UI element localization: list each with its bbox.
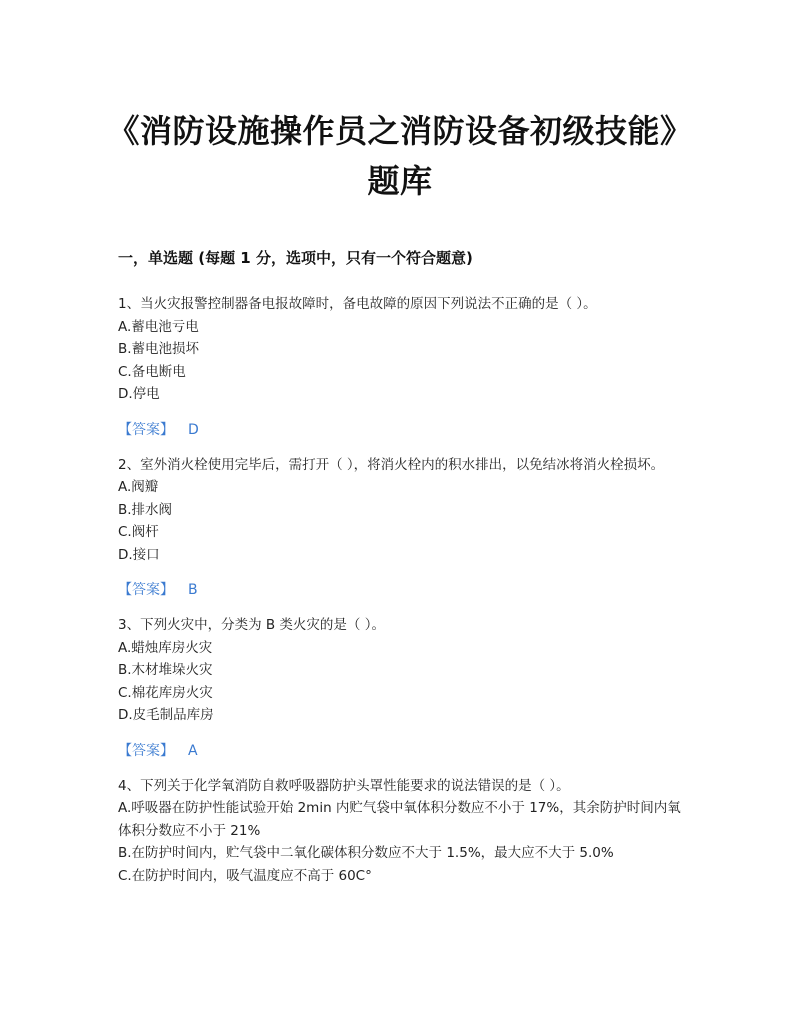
question-2: [118, 454, 683, 602]
answer-label: 【答案】: [118, 582, 174, 598]
answer-label: 【答案】: [118, 742, 174, 759]
answer-value: A: [188, 742, 198, 759]
question-1: [118, 293, 683, 441]
question-stem: 3、下列火灾中，分类为 B 类火灾的是（ ）。: [118, 617, 385, 633]
question-4: [118, 775, 683, 888]
option-a: A.蜡烛库房火灾: [118, 639, 213, 656]
answer-line: [118, 579, 683, 601]
answer-value: D: [188, 421, 199, 438]
answer-line: [118, 740, 683, 762]
option-c: C.在防护时间内，吸气温度应不高于 60C°: [118, 867, 372, 884]
option-b: B.在防护时间内，贮气袋中二氧化碳体积分数应不大于 1.5%，最大应不大于 5.0%: [118, 845, 614, 861]
question-3: [118, 614, 683, 762]
answer-value: B: [188, 582, 198, 598]
option-c: C.备电断电: [118, 363, 186, 380]
option-b: B.木材堆垛火灾: [118, 662, 213, 678]
option-b: B.排水阀: [118, 501, 173, 518]
option-c: C.棉花库房火灾: [118, 684, 213, 701]
option-a: A.呼吸器在防护性能试验开始 2min 内贮气袋中氧体积分数应不小于 17%，其余防护时间内氧体积分数应不小于 21%: [118, 800, 681, 839]
option-a: A.阀瓣: [118, 479, 159, 495]
answer-line: [118, 419, 683, 441]
option-d: D.停电: [118, 386, 160, 402]
document-title: 《消防设施操作员之消防设备初级技能》题库: [107, 112, 693, 200]
question-stem: 2、室外消火栓使用完毕后，需打开（ ），将消火栓内的积水排出，以免结冰将消火栓损坏。: [118, 456, 665, 473]
option-b: B.蓄电池损坏: [118, 341, 200, 357]
answer-label: 【答案】: [118, 421, 174, 438]
option-a: A.蓄电池亏电: [118, 318, 199, 335]
section-heading: 一，单选题 (每题 1 分，选项中，只有一个符合题意): [118, 249, 473, 267]
question-stem: 4、下列关于化学氧消防自救呼吸器防护头罩性能要求的说法错误的是（ ）。: [118, 777, 570, 794]
question-list: [118, 293, 683, 887]
option-c: C.阀杆: [118, 524, 159, 540]
option-d: D.皮毛制品库房: [118, 707, 214, 723]
question-stem: 1、当火灾报警控制器备电报故障时，备电故障的原因下列说法不正确的是（ ）。: [118, 296, 597, 312]
option-d: D.接口: [118, 546, 160, 563]
